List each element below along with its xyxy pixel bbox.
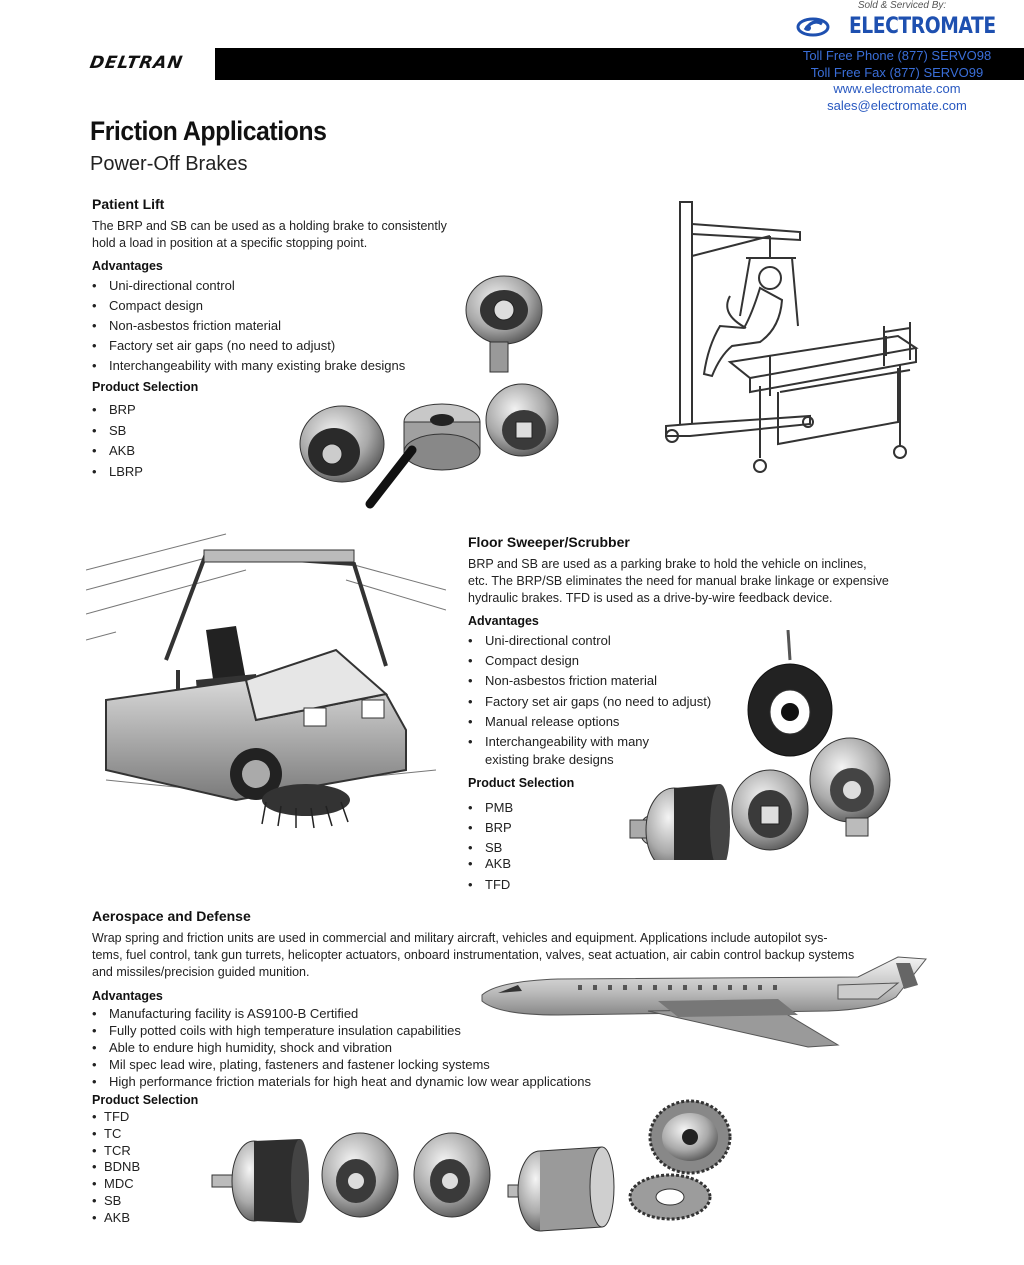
- deltran-logo: DELTRAN: [88, 53, 185, 73]
- description-line: BRP and SB are used as a parking brake to hold the vehicle on inclines,: [468, 557, 867, 571]
- list-item: • Factory set air gaps (no need to adjust): [468, 692, 938, 712]
- list-item: • Non-asbestos friction material: [468, 671, 938, 691]
- page-subtitle: Power-Off Brakes: [90, 153, 248, 175]
- list-item-continuation: existing brake designs: [485, 752, 614, 768]
- list-item: • Interchangeability with many existing brake designs: [92, 356, 492, 376]
- dealer-name: ELECTROMATE: [848, 14, 996, 39]
- list-item: • BDNB: [92, 1159, 942, 1176]
- electromate-logo-icon: [796, 16, 830, 38]
- dealer-website-link[interactable]: www.electromate.com: [833, 81, 961, 96]
- list-item: • Manual release options: [468, 712, 938, 732]
- list-item: • MDC: [92, 1176, 942, 1193]
- list-item: • AKB: [92, 1210, 942, 1227]
- list-item: • SB: [468, 840, 938, 856]
- floor-sweeper-illustration: [86, 530, 446, 830]
- advantages-label: Advantages: [92, 259, 163, 273]
- description-line: tems, fuel control, tank gun turrets, helicopter actuators, onboard instrumentation, valves, seat actuation, air cabin control backup systems: [92, 948, 855, 962]
- product-selection-label: Product Selection: [468, 776, 575, 791]
- airplane-illustration: [478, 955, 938, 1050]
- description-line: The BRP and SB can be used as a holding brake to consistently: [92, 219, 447, 233]
- list-item: • High performance friction materials for high heat and dynamic low wear applications: [92, 1073, 942, 1090]
- list-item: • TFD: [468, 875, 938, 895]
- list-item: • TC: [92, 1126, 942, 1143]
- list-item: • TFD: [92, 1109, 942, 1126]
- list-item: • Uni-directional control: [468, 631, 938, 651]
- list-item: • BRP: [92, 400, 492, 421]
- dealer-email-link[interactable]: sales@electromate.com: [827, 97, 967, 113]
- list-item: • Compact design: [468, 651, 938, 671]
- list-item: • Factory set air gaps (no need to adjust): [92, 336, 492, 356]
- patient-lift-description: [92, 218, 492, 252]
- dealer-phone: Toll Free Phone (877) SERVO98: [802, 48, 992, 63]
- aerospace-brakes-image: [210, 1095, 750, 1235]
- list-item: • Uni-directional control: [92, 276, 492, 296]
- dealer-badge: [780, 0, 1024, 39]
- patient-lift-brakes-image: [292, 272, 562, 512]
- list-item: • SB: [92, 1193, 942, 1210]
- description-line: hydraulic brakes. TFD is used as a drive-by-wire feedback device.: [468, 591, 833, 605]
- aerospace-heading: Aerospace and Defense: [92, 908, 251, 924]
- list-item: • AKB: [468, 856, 938, 872]
- product-selection-label: Product Selection: [92, 1093, 199, 1107]
- floor-sweeper-heading: Floor Sweeper/Scrubber: [468, 534, 630, 550]
- list-item: • Able to endure high humidity, shock and vibration: [92, 1039, 942, 1056]
- description-line: and missiles/precision guided munition.: [92, 965, 310, 979]
- patient-lift-heading: Patient Lift: [92, 196, 165, 212]
- dealer-fax: Toll Free Fax (877) SERVO99: [810, 64, 984, 80]
- list-item: • TCR: [92, 1143, 942, 1160]
- list-item: • SB: [92, 421, 492, 442]
- list-item: • BRP: [468, 818, 938, 838]
- floor-sweeper-brakes-image: [610, 630, 900, 860]
- list-item: • Fully potted coils with high temperature insulation capabilities: [92, 1022, 942, 1039]
- advantages-label: Advantages: [92, 989, 163, 1003]
- description-line: etc. The BRP/SB eliminates the need for manual brake linkage or expensive: [468, 574, 889, 588]
- sold-by-label: Sold & Serviced By:: [857, 0, 947, 11]
- dealer-contact: [790, 48, 1004, 114]
- list-item: • Manufacturing facility is AS9100-B Certified: [92, 1005, 942, 1022]
- floor-sweeper-description: [468, 556, 938, 607]
- product-selection-label: Product Selection: [92, 380, 199, 394]
- patient-lift-illustration: [660, 196, 920, 486]
- page-title: Friction Applications: [90, 116, 327, 146]
- description-line: hold a load in position at a specific stopping point.: [92, 236, 368, 250]
- list-item: • Non-asbestos friction material: [92, 316, 492, 336]
- list-item: • PMB: [468, 798, 938, 818]
- advantages-label: Advantages: [468, 614, 539, 628]
- description-line: Wrap spring and friction units are used in commercial and military aircraft, vehicles and equipment. Applications include autopilot sys-: [92, 931, 828, 945]
- list-item: • Mil spec lead wire, plating, fasteners and fastener locking systems: [92, 1056, 942, 1073]
- list-item: • LBRP: [92, 462, 492, 483]
- list-item: • Compact design: [92, 296, 492, 316]
- list-item: • AKB: [92, 441, 492, 462]
- list-item: • Interchangeability with many: [468, 732, 938, 752]
